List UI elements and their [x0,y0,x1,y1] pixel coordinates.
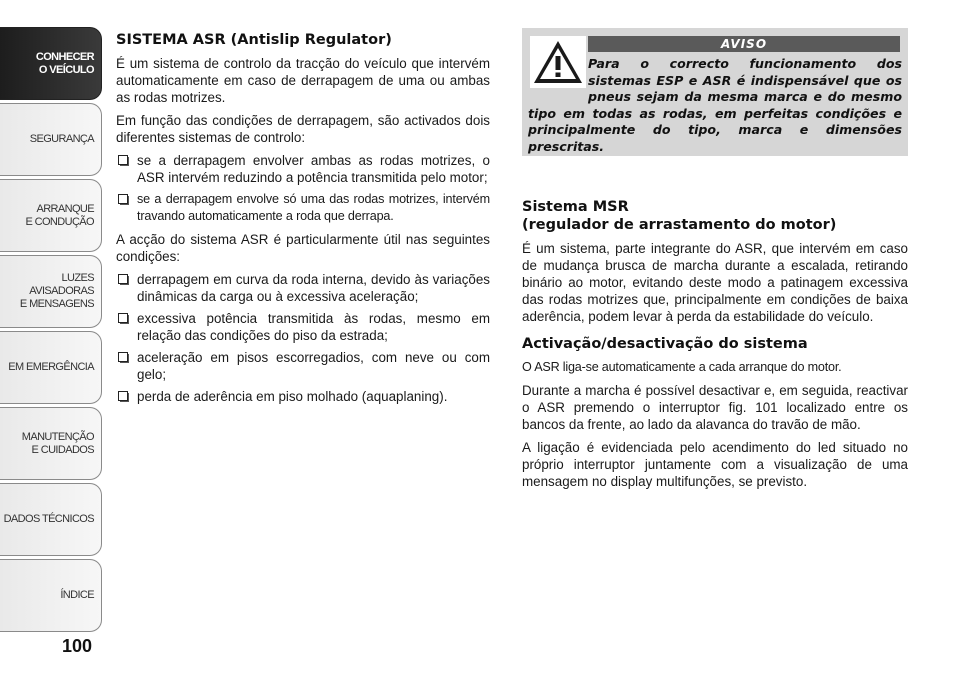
tab-manutencao-e-cuidados[interactable]: MANUTENÇÃO E CUIDADOS [0,407,102,480]
activation-auto: O ASR liga-se automaticamente a cada arranque do motor. [522,360,842,374]
list-item: se a derrapagem envolver ambas as rodas motrizes, o ASR intervém reduzindo a potência transmitida pelo motor; [116,152,490,186]
checkbox-bullet-icon [118,194,128,204]
asr-usefulness: A acção do sistema ASR é particularmente útil nas seguintes condições: [116,232,490,264]
list-item: perda de aderência em piso molhado (aquaplaning). [116,388,490,405]
useful-conditions-list [116,271,490,405]
tab-conhecer-o-veiculo[interactable]: CONHECER O VEÍCULO [0,27,102,100]
tab-luzes-avisadoras[interactable]: LUZES AVISADORAS E MENSAGENS [0,255,102,328]
checkbox-bullet-icon [118,391,128,401]
checkbox-bullet-icon [118,352,128,362]
tab-indice[interactable]: ÍNDICE [0,559,102,632]
right-column [522,198,908,496]
list-item: se a derrapagem envolve só uma das rodas motrizes, intervém travando automaticamente a roda que derrapa. [116,191,490,225]
checkbox-bullet-icon [118,313,128,323]
warning-text: Para o correcto funcionamento dos sistemas ESP e ASR é indispensável que os pneus sejam da mesma marca e do mesmo tipo em todas as rodas, em perfeitas condições e principalmente do tipo, marca e dimensões prescritas. [528,56,902,154]
page-number: 100 [61,636,93,656]
control-systems-list [116,152,490,225]
activation-toggle: Durante a marcha é possível desactivar e, em seguida, reactivar o ASR premendo o interruptor fig. 101 localizado entre os bancos da frente, ao lado da alavanca do travão de mão. [522,383,908,432]
section-title-asr: SISTEMA ASR (Antislip Regulator) [116,32,392,48]
asr-intro: É um sistema de controlo da tracção do veículo que intervém automaticamente em caso de derrapagem de uma ou ambas as rodas motrizes. [116,56,490,105]
warning-label: AVISO [588,36,900,52]
checkbox-bullet-icon [118,155,128,165]
tab-dados-tecnicos[interactable]: DADOS TÉCNICOS [0,483,102,556]
tab-arranque-e-conducao[interactable]: ARRANQUE E CONDUÇÃO [0,179,102,252]
list-item: excessiva potência transmitida às rodas, mesmo em relação das condições do piso da estrada; [116,310,490,344]
list-item: derrapagem em curva da roda interna, devido às variações dinâmicas da carga ou à excessiva aceleração; [116,271,490,305]
checkbox-bullet-icon [118,274,128,284]
activation-indicator: A ligação é evidenciada pelo acendimento do led situado no próprio interruptor juntamente com a visualização de uma mensagem no display multifunções, se previsto. [522,440,908,489]
warning-box [522,28,908,156]
section-title-msr: Sistema MSR (regulador de arrastamento do motor) [522,199,837,233]
left-column [116,31,490,411]
list-item: aceleração em pisos escorregadios, com neve ou com gelo; [116,349,490,383]
tab-seguranca[interactable]: SEGURANÇA [0,103,102,176]
section-title-activation: Activação/desactivação do sistema [522,336,808,352]
asr-conditions-intro: Em função das condições de derrapagem, são activados dois diferentes sistemas de controlo: [116,113,490,145]
msr-description: É um sistema, parte integrante do ASR, que intervém em caso de mudança brusca de marcha durante a escalada, retirando binário ao motor, evitando deste modo a patinagem excessiva das rodas motrizes que, principalmente em condições de baixa aderência, podem levar à perda da estabilidade do veículo. [522,241,908,324]
tab-em-emergencia[interactable]: EM EMERGÊNCIA [0,331,102,404]
